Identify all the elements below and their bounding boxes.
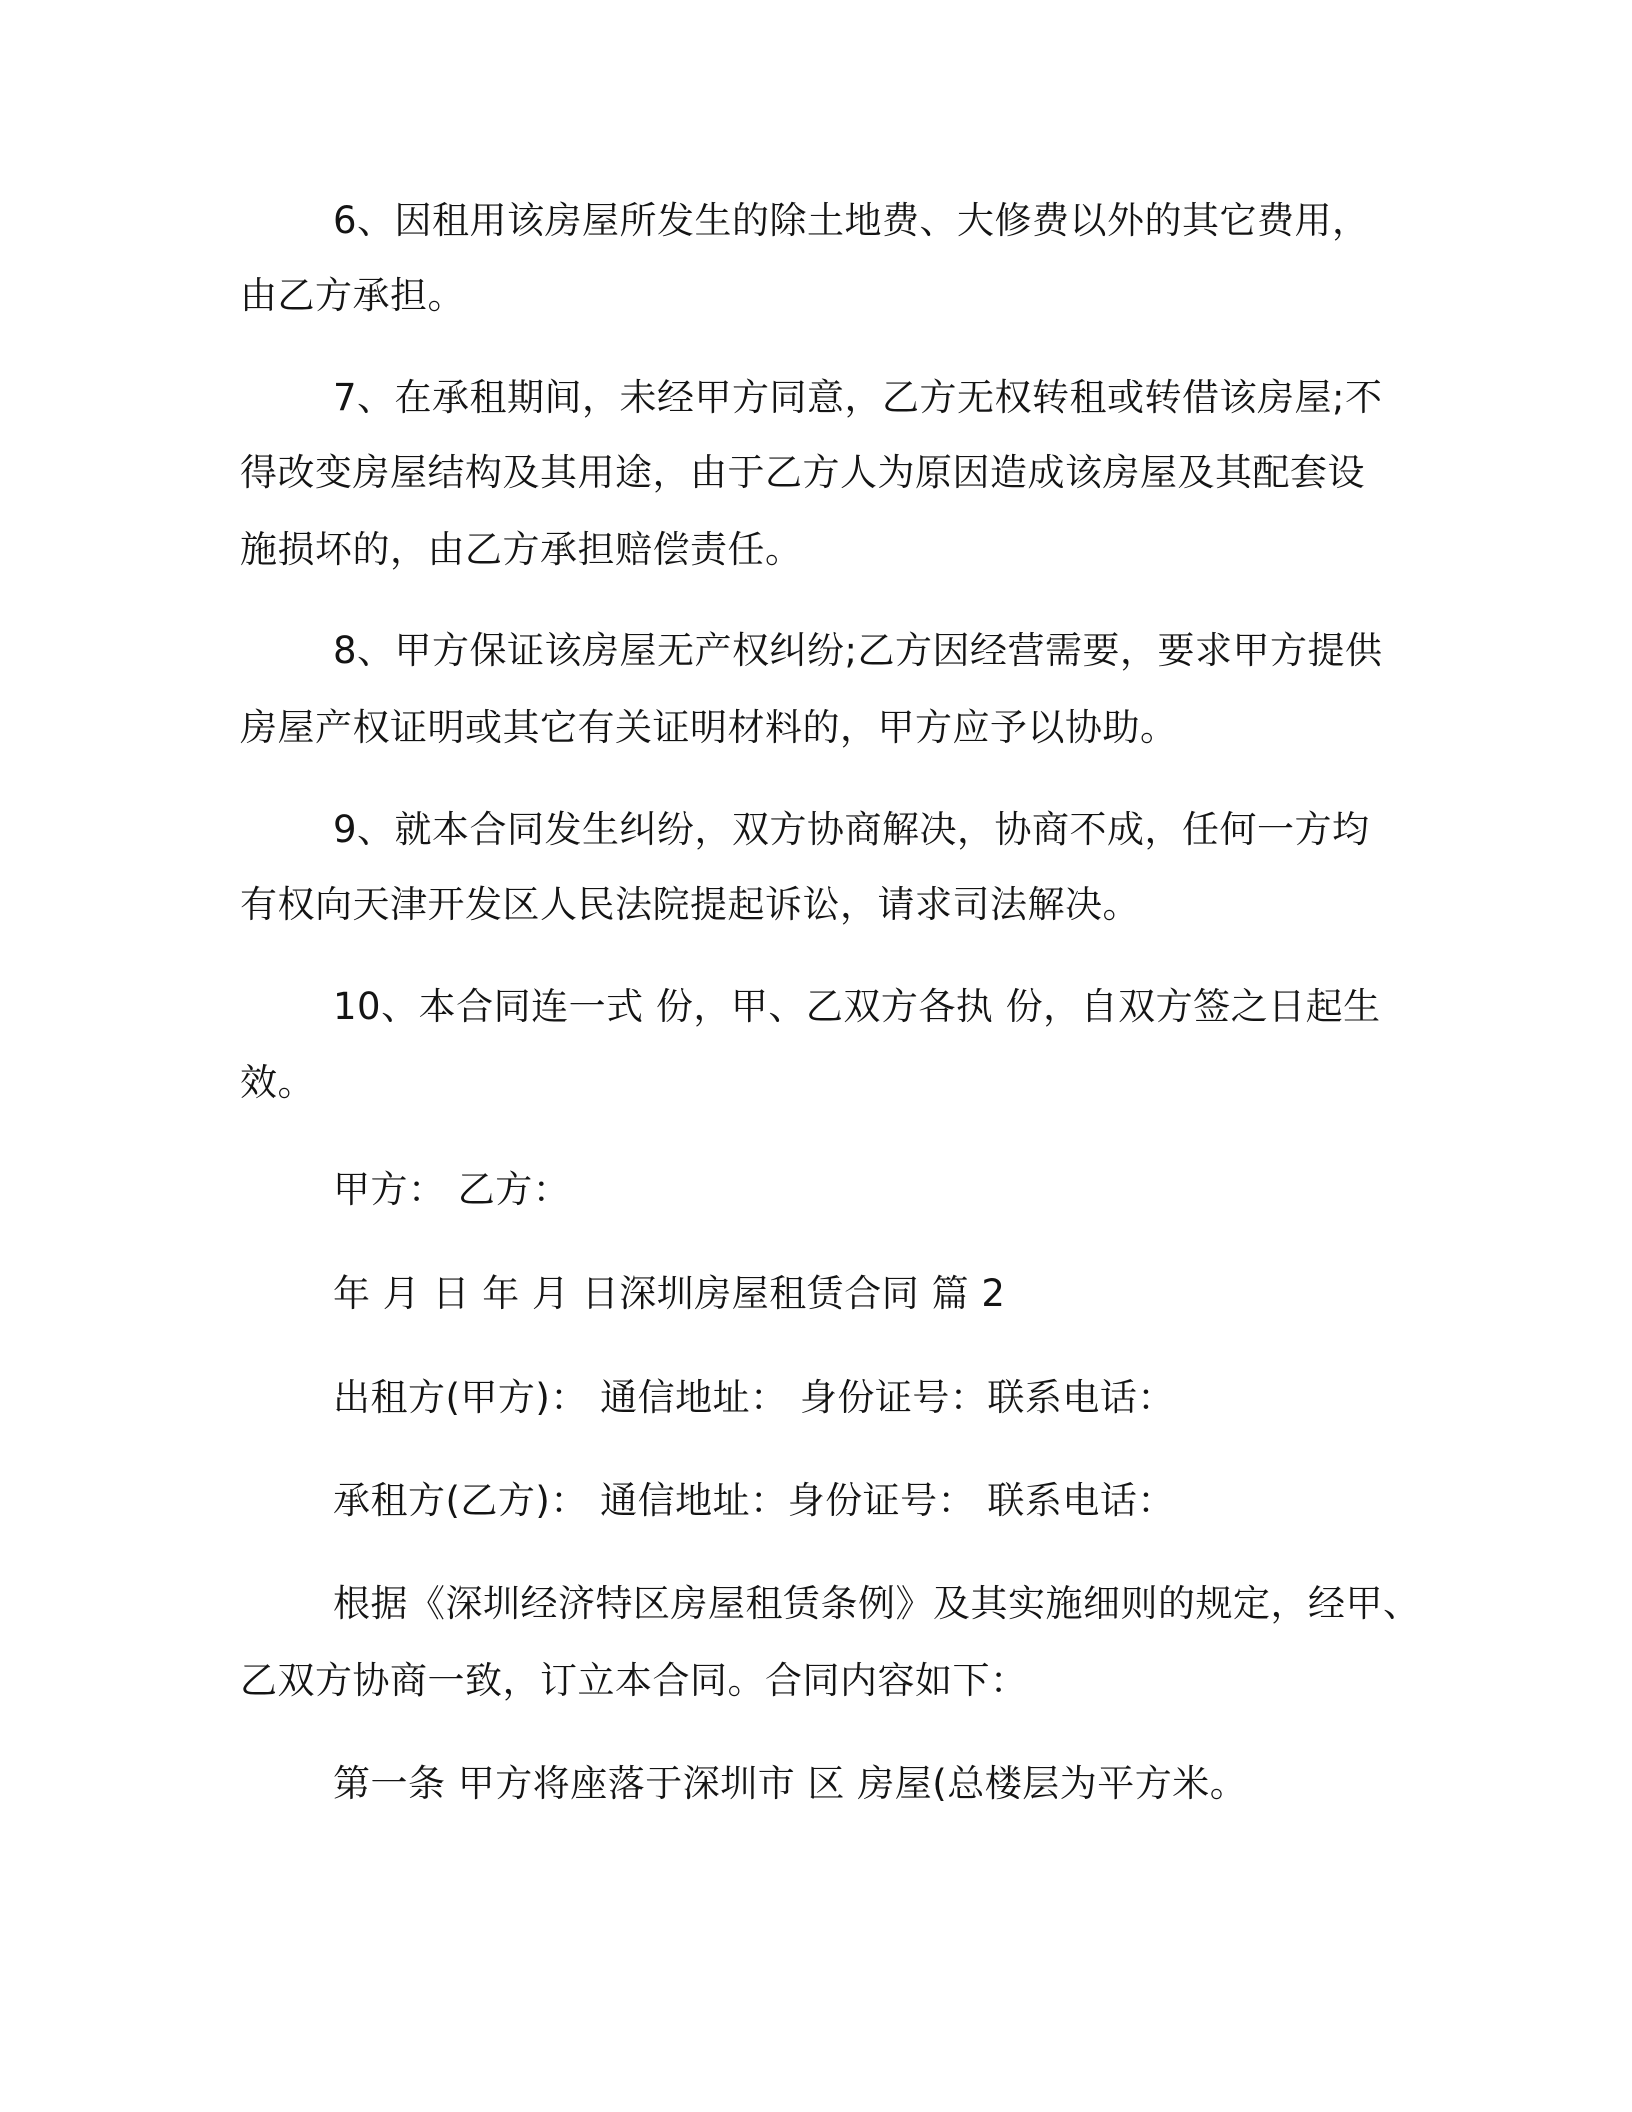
clause-8-line-2: 房屋产权证明或其它有关证明材料的，甲方应予以协助。 bbox=[240, 706, 1178, 749]
date-and-title-line: 年 月 日 年 月 日深圳房屋租赁合同 篇 2 bbox=[333, 1272, 1006, 1315]
preamble-line-2: 乙双方协商一致，订立本合同。合同内容如下： bbox=[240, 1659, 1028, 1702]
clause-10-line-2: 效。 bbox=[240, 1061, 315, 1104]
clause-7-line-2: 得改变房屋结构及其用途，由于乙方人为原因造成该房屋及其配套设 bbox=[240, 451, 1365, 494]
clause-7-line-3: 施损坏的，由乙方承担赔偿责任。 bbox=[240, 528, 803, 571]
clause-6-line-1: 6、因租用该房屋所发生的除土地费、大修费以外的其它费用， bbox=[333, 199, 1370, 242]
lessee-info-line: 承租方(乙方)： 通信地址：身份证号： 联系电话： bbox=[333, 1479, 1175, 1522]
clause-6-line-2: 由乙方承担。 bbox=[240, 274, 465, 317]
preamble-line-1: 根据《深圳经济特区房屋租赁条例》及其实施细则的规定，经甲、 bbox=[333, 1582, 1421, 1625]
clause-9-line-2: 有权向天津开发区人民法院提起诉讼，请求司法解决。 bbox=[240, 883, 1140, 926]
clause-10-line-1: 10、本合同连一式 份，甲、乙双方各执 份，自双方签之日起生 bbox=[333, 985, 1381, 1028]
lessor-info-line: 出租方(甲方)： 通信地址： 身份证号：联系电话： bbox=[333, 1376, 1175, 1419]
signature-parties-line: 甲方： 乙方： bbox=[333, 1168, 571, 1211]
article-1-line: 第一条 甲方将座落于深圳市 区 房屋(总楼层为平方米。 bbox=[333, 1762, 1248, 1805]
clause-9-line-1: 9、就本合同发生纠纷，双方协商解决，协商不成，任何一方均 bbox=[333, 808, 1370, 851]
clause-7-line-1: 7、在承租期间，未经甲方同意，乙方无权转租或转借该房屋;不 bbox=[333, 376, 1383, 419]
clause-8-line-1: 8、甲方保证该房屋无产权纠纷;乙方因经营需要，要求甲方提供 bbox=[333, 629, 1383, 672]
